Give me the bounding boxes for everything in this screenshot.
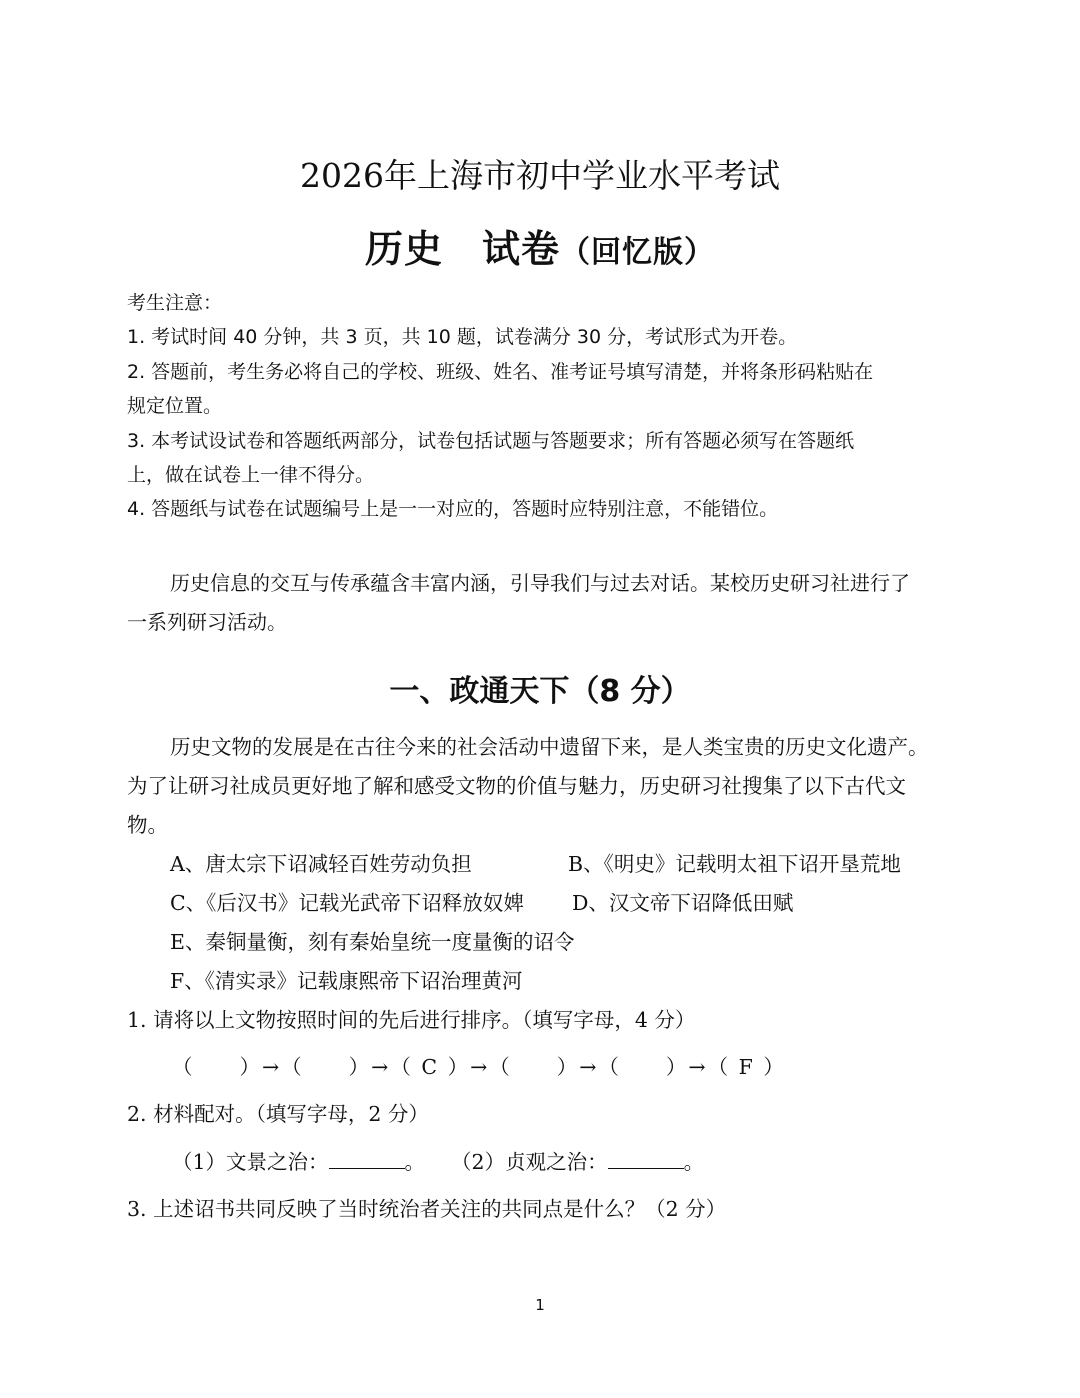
option-d: D、汉文帝下诏降低田赋 [572, 891, 794, 915]
paper-title-main: 历史 试卷 [364, 226, 560, 271]
section-para-line-2: 为了让研习社成员更好地了解和感受文物的价值与魅力，历史研习社搜集了以下古代文 [127, 774, 906, 798]
option-f: F、《清实录》记载康熙帝下诏治理黄河 [170, 969, 523, 993]
notice-item-2-line-1: 2. 答题前，考生务必将自己的学校、班级、姓名、准考证号填写清楚，并将条形码粘贴在 [127, 361, 874, 383]
option-a: A、唐太宗下诏减轻百姓劳动负担 [170, 852, 472, 876]
option-e: E、秦铜量衡，刻有秦始皇统一度量衡的诏令 [170, 930, 575, 954]
q2-item-1-label: （1）文景之治： [172, 1150, 329, 1174]
option-c: C、《后汉书》记载光武帝下诏释放奴婢 [170, 891, 524, 915]
notice-heading: 考生注意： [127, 292, 223, 314]
question-1: 1. 请将以上文物按照时间的先后进行排序。（填写字母，4 分） [127, 1008, 696, 1032]
q2-item-1-period: 。 [404, 1150, 426, 1174]
q2-item-2-blank[interactable] [608, 1150, 684, 1169]
notice-item-4: 4. 答题纸与试卷在试题编号上是一一对应的，答题时应特别注意，不能错位。 [127, 498, 779, 520]
intro-line-2: 一系列研习活动。 [127, 610, 287, 634]
section-para-line-3: 物。 [127, 813, 168, 837]
question-3: 3. 上述诏书共同反映了当时统治者关注的共同点是什么？（2 分） [127, 1197, 727, 1221]
notice-item-3-line-1: 3. 本考试设试卷和答题纸两部分，试卷包括试题与答题要求；所有答题必须写在答题纸 [127, 430, 855, 452]
page-number: 1 [535, 1296, 545, 1314]
notice-item-1: 1. 考试时间 40 分钟，共 3 页，共 10 题，试卷满分 30 分，考试形式为开卷。 [127, 326, 798, 348]
q2-item-2-period: 。 [683, 1150, 705, 1174]
question-1-sequence: （ ）→（ ）→（ C ）→（ ）→（ ）→（ F ） [172, 1055, 786, 1079]
section-title: 一、政通天下（8 分） [389, 674, 691, 709]
paper-title [0, 218, 1080, 273]
q2-item-2-label: （2）贞观之治： [451, 1150, 608, 1174]
question-2-items [172, 1145, 704, 1175]
option-b: B、《明史》记载明太祖下诏开垦荒地 [568, 852, 901, 876]
question-2: 2. 材料配对。（填写字母，2 分） [127, 1102, 429, 1126]
exam-title: 2026年上海市初中学业水平考试 [300, 156, 780, 195]
notice-item-3-line-2: 上，做在试卷上一律不得分。 [127, 464, 375, 486]
paper-subtitle: （回忆版） [560, 235, 715, 270]
q2-item-1-blank[interactable] [329, 1150, 405, 1169]
intro-line-1: 历史信息的交互与传承蕴含丰富内涵，引导我们与过去对话。某校历史研习社进行了 [170, 571, 910, 595]
notice-item-2-line-2: 规定位置。 [127, 395, 223, 417]
section-para-line-1: 历史文物的发展是在古往今来的社会活动中遗留下来，是人类宝贵的历史文化遗产。 [170, 735, 929, 759]
